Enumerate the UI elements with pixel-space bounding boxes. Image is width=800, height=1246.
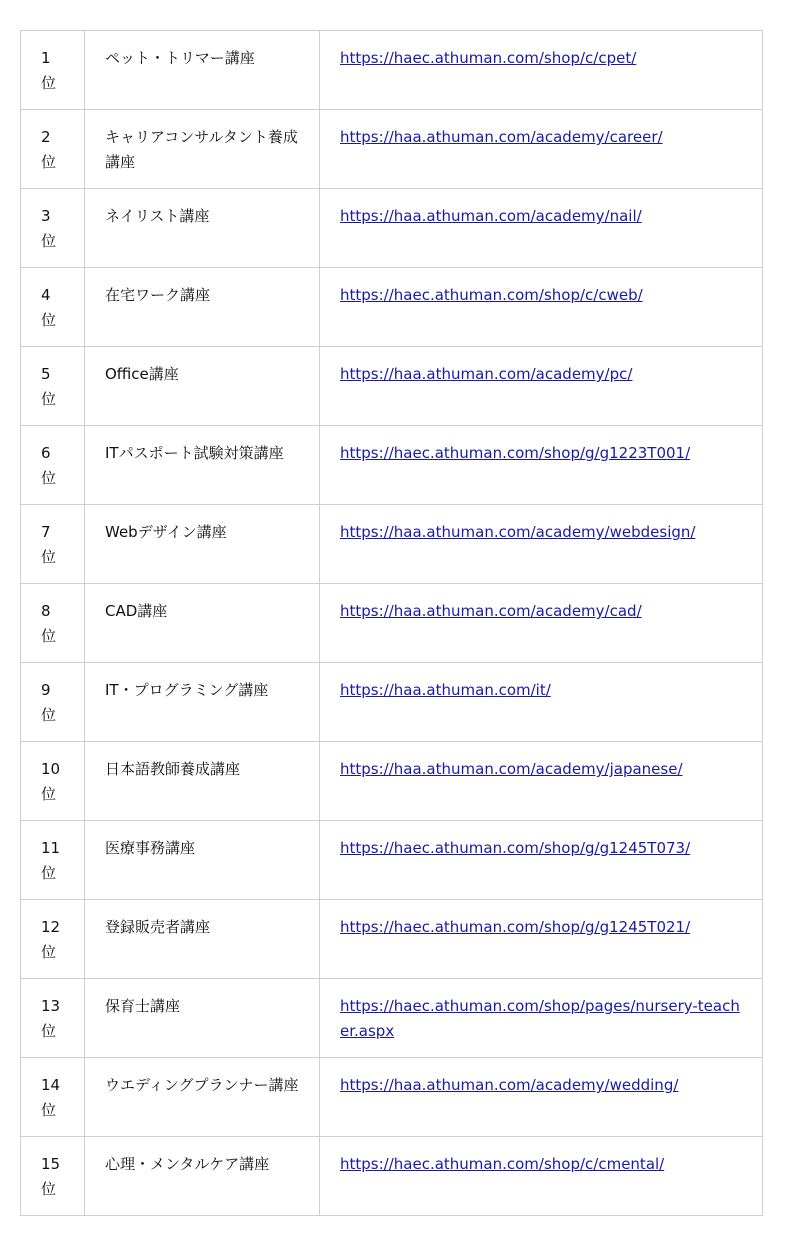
rank-suffix: 位 bbox=[41, 864, 57, 882]
rank-suffix: 位 bbox=[41, 153, 57, 171]
rank-number: 4 bbox=[41, 286, 51, 304]
course-link[interactable]: https://haec.athuman.com/shop/g/g1223T001/ bbox=[340, 444, 691, 462]
course-name: CAD講座 bbox=[105, 602, 168, 620]
rank-number: 8 bbox=[41, 602, 51, 620]
table-row bbox=[21, 979, 763, 1058]
course-link[interactable]: https://haec.athuman.com/shop/g/g1245T073/ bbox=[340, 839, 691, 857]
rank-cell bbox=[21, 31, 85, 110]
course-name-cell bbox=[85, 979, 320, 1058]
rank-cell bbox=[21, 268, 85, 347]
rank-suffix: 位 bbox=[41, 311, 57, 329]
rank-suffix: 位 bbox=[41, 706, 57, 724]
course-link[interactable]: https://haec.athuman.com/shop/c/cweb/ bbox=[340, 286, 643, 304]
rank-cell bbox=[21, 821, 85, 900]
rank-suffix: 位 bbox=[41, 943, 57, 961]
course-url-cell bbox=[320, 1137, 763, 1216]
ranking-table bbox=[20, 30, 763, 1216]
course-name: ペット・トリマー講座 bbox=[105, 49, 255, 67]
rank-suffix: 位 bbox=[41, 1180, 57, 1198]
rank-cell bbox=[21, 1058, 85, 1137]
rank-suffix: 位 bbox=[41, 232, 57, 250]
table-row bbox=[21, 505, 763, 584]
rank-number: 7 bbox=[41, 523, 51, 541]
course-link[interactable]: https://haec.athuman.com/shop/c/cpet/ bbox=[340, 49, 637, 67]
course-url-cell bbox=[320, 584, 763, 663]
course-url-cell bbox=[320, 505, 763, 584]
rank-number: 2 bbox=[41, 128, 51, 146]
rank-cell bbox=[21, 584, 85, 663]
course-link[interactable]: https://haa.athuman.com/academy/career/ bbox=[340, 128, 663, 146]
table-row bbox=[21, 347, 763, 426]
course-url-cell bbox=[320, 1058, 763, 1137]
table-row bbox=[21, 742, 763, 821]
course-name-cell bbox=[85, 505, 320, 584]
course-name-cell bbox=[85, 584, 320, 663]
course-url-cell bbox=[320, 900, 763, 979]
course-name-cell bbox=[85, 900, 320, 979]
course-name: ITパスポート試験対策講座 bbox=[105, 444, 284, 462]
rank-cell bbox=[21, 426, 85, 505]
rank-suffix: 位 bbox=[41, 390, 57, 408]
course-link[interactable]: https://haa.athuman.com/academy/japanese/ bbox=[340, 760, 683, 778]
course-link[interactable]: https://haa.athuman.com/academy/pc/ bbox=[340, 365, 633, 383]
course-name-cell bbox=[85, 31, 320, 110]
ranking-table-body bbox=[21, 31, 763, 1216]
course-name-cell bbox=[85, 1137, 320, 1216]
table-row bbox=[21, 189, 763, 268]
course-name: Office講座 bbox=[105, 365, 179, 383]
course-name: ネイリスト講座 bbox=[105, 207, 210, 225]
course-link[interactable]: https://haa.athuman.com/academy/wedding/ bbox=[340, 1076, 679, 1094]
table-row bbox=[21, 110, 763, 189]
course-url-cell bbox=[320, 821, 763, 900]
rank-number: 6 bbox=[41, 444, 51, 462]
table-row bbox=[21, 821, 763, 900]
table-row bbox=[21, 31, 763, 110]
course-name: 医療事務講座 bbox=[105, 839, 196, 857]
course-name-cell bbox=[85, 742, 320, 821]
table-row bbox=[21, 663, 763, 742]
rank-number: 11 bbox=[41, 839, 61, 857]
ranking-table-container bbox=[20, 30, 762, 1216]
rank-number: 3 bbox=[41, 207, 51, 225]
course-name: 心理・メンタルケア講座 bbox=[105, 1155, 270, 1173]
course-name: IT・プログラミング講座 bbox=[105, 681, 269, 699]
course-name: ウエディングプランナー講座 bbox=[105, 1076, 299, 1094]
rank-cell bbox=[21, 110, 85, 189]
course-link[interactable]: https://haa.athuman.com/academy/cad/ bbox=[340, 602, 642, 620]
course-name-cell bbox=[85, 189, 320, 268]
rank-cell bbox=[21, 742, 85, 821]
rank-number: 9 bbox=[41, 681, 51, 699]
course-url-cell bbox=[320, 742, 763, 821]
rank-cell bbox=[21, 505, 85, 584]
table-row bbox=[21, 1058, 763, 1137]
rank-suffix: 位 bbox=[41, 627, 57, 645]
rank-number: 1 bbox=[41, 49, 51, 67]
course-name: 登録販売者講座 bbox=[105, 918, 211, 936]
rank-number: 14 bbox=[41, 1076, 61, 1094]
course-url-cell bbox=[320, 268, 763, 347]
course-name-cell bbox=[85, 821, 320, 900]
course-name: 保育士講座 bbox=[105, 997, 181, 1015]
rank-cell bbox=[21, 1137, 85, 1216]
rank-number: 10 bbox=[41, 760, 61, 778]
rank-cell bbox=[21, 189, 85, 268]
course-url-cell bbox=[320, 31, 763, 110]
course-name-cell bbox=[85, 110, 320, 189]
rank-number: 13 bbox=[41, 997, 61, 1015]
course-name: Webデザイン講座 bbox=[105, 523, 227, 541]
course-name-cell bbox=[85, 347, 320, 426]
course-url-cell bbox=[320, 979, 763, 1058]
rank-number: 12 bbox=[41, 918, 61, 936]
rank-suffix: 位 bbox=[41, 469, 57, 487]
course-link[interactable]: https://haa.athuman.com/academy/nail/ bbox=[340, 207, 642, 225]
course-url-cell bbox=[320, 663, 763, 742]
rank-suffix: 位 bbox=[41, 1101, 57, 1119]
course-url-cell bbox=[320, 347, 763, 426]
rank-number: 5 bbox=[41, 365, 51, 383]
course-name: キャリアコンサルタント養成講座 bbox=[105, 128, 298, 171]
course-link[interactable]: https://haa.athuman.com/academy/webdesign/ bbox=[340, 523, 696, 541]
rank-cell bbox=[21, 347, 85, 426]
table-row bbox=[21, 1137, 763, 1216]
course-link[interactable]: https://haec.athuman.com/shop/pages/nursery-teacher.aspx bbox=[340, 997, 740, 1040]
rank-cell bbox=[21, 979, 85, 1058]
course-name: 在宅ワーク講座 bbox=[105, 286, 211, 304]
rank-cell bbox=[21, 900, 85, 979]
course-link[interactable]: https://haa.athuman.com/it/ bbox=[340, 681, 551, 699]
course-link[interactable]: https://haec.athuman.com/shop/c/cmental/ bbox=[340, 1155, 665, 1173]
course-link[interactable]: https://haec.athuman.com/shop/g/g1245T021/ bbox=[340, 918, 691, 936]
rank-number: 15 bbox=[41, 1155, 61, 1173]
table-row bbox=[21, 584, 763, 663]
course-name-cell bbox=[85, 426, 320, 505]
table-row bbox=[21, 900, 763, 979]
rank-suffix: 位 bbox=[41, 74, 57, 92]
table-row bbox=[21, 268, 763, 347]
table-row bbox=[21, 426, 763, 505]
course-name-cell bbox=[85, 663, 320, 742]
rank-suffix: 位 bbox=[41, 548, 57, 566]
course-url-cell bbox=[320, 426, 763, 505]
course-url-cell bbox=[320, 110, 763, 189]
course-name-cell bbox=[85, 1058, 320, 1137]
rank-suffix: 位 bbox=[41, 785, 57, 803]
course-name-cell bbox=[85, 268, 320, 347]
course-name: 日本語教師養成講座 bbox=[105, 760, 241, 778]
rank-cell bbox=[21, 663, 85, 742]
course-url-cell bbox=[320, 189, 763, 268]
rank-suffix: 位 bbox=[41, 1022, 57, 1040]
